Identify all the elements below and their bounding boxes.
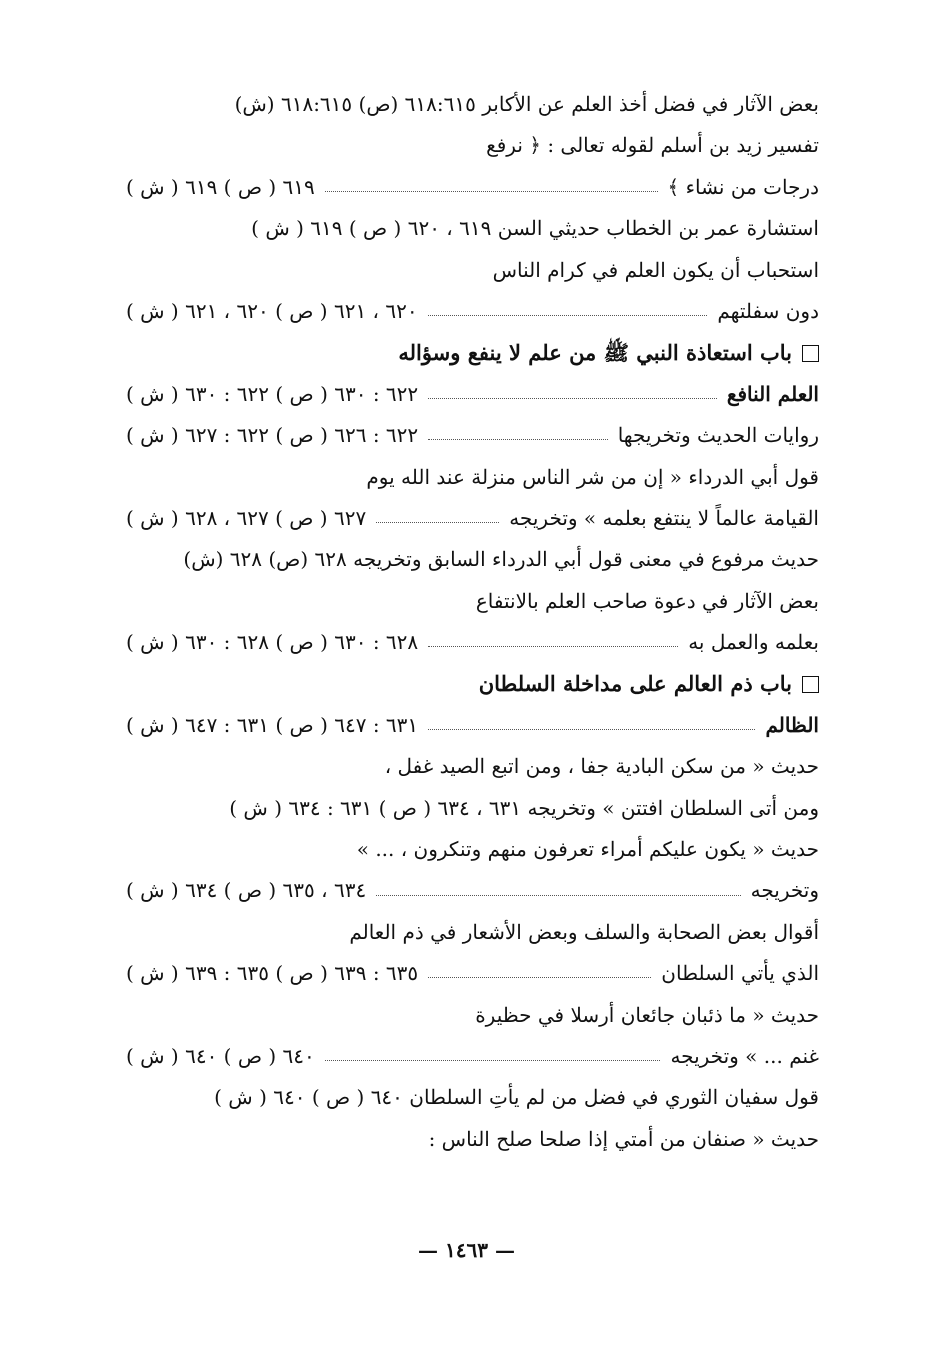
section-heading-text: باب استعاذة النبي ﷺ من علم لا ينفع وسؤاله	[398, 340, 792, 366]
dotted-leader	[428, 439, 608, 440]
dotted-leader	[325, 1060, 661, 1061]
index-entry	[126, 746, 819, 787]
dotted-leader	[325, 191, 658, 192]
index-entry	[126, 374, 819, 415]
entry-text: حديث « من سكن البادية جفا ، ومن اتبع الصيد غفل ،	[384, 754, 819, 779]
entry-text: أقوال بعض الصحابة والسلف وبعض الأشعار في ذم العالم	[349, 919, 819, 944]
index-entry	[126, 208, 819, 249]
index-entry	[126, 498, 819, 539]
entry-text: القيامة عالماً لا ينتفع بعلمه » وتخريجه	[509, 505, 819, 530]
index-entry	[126, 912, 819, 953]
index-entry	[126, 84, 819, 125]
entry-text: حديث مرفوع في معنى قول أبي الدرداء السابق وتخريجه ٦٢٨ (ص) ٦٢٨ (ش)	[183, 547, 819, 572]
entry-text: الظالم	[765, 712, 819, 737]
page-reference: ٦٣١ : ٦٤٧ ( ص ) ٦٣١ : ٦٤٧ ( ش )	[126, 712, 419, 737]
entry-text: حديث « صنفان من أمتي إذا صلحا صلح الناس :	[428, 1126, 819, 1151]
index-entry	[126, 581, 819, 622]
index-entry	[126, 125, 819, 166]
dotted-leader	[428, 315, 708, 316]
index-entry	[126, 953, 819, 994]
entry-text: ومن أتى السلطان افتتن » وتخريجه ٦٣١ ، ٦٣٤ ( ص ) ٦٣١ : ٦٣٤ ( ش )	[229, 795, 819, 820]
page-number: — ١٤٦٣ —	[418, 1238, 515, 1262]
entry-text: غنم ... » وتخريجه	[670, 1043, 819, 1068]
entry-text: حديث « يكون عليكم أمراء تعرفون منهم وتنكرون ، ... »	[356, 837, 819, 862]
entry-text: درجات من نشاء ﴾	[667, 174, 819, 199]
dotted-leader	[376, 522, 499, 523]
entry-text: وتخريجه	[750, 878, 819, 903]
entry-text: استحباب أن يكون العلم في كرام الناس	[492, 257, 819, 282]
page-reference: ٦٤٠ ( ص ) ٦٤٠ ( ش )	[126, 1043, 315, 1068]
entry-text: العلم النافع	[726, 381, 819, 406]
index-entry	[126, 291, 819, 332]
page-reference: ٦٢٠ ، ٦٢١ ( ص ) ٦٢٠ ، ٦٢١ ( ش )	[126, 298, 418, 323]
page-reference: ٦١٩ ( ص ) ٦١٩ ( ش )	[126, 174, 315, 199]
entry-text: الذي يأتي السلطان	[661, 961, 819, 986]
entry-text: بعض الآثار في دعوة صاحب العلم بالانتفاع	[475, 588, 819, 613]
dotted-leader	[428, 398, 717, 399]
index-entries	[126, 84, 819, 1160]
checkbox-square-icon	[802, 676, 819, 693]
index-entry	[126, 870, 819, 911]
page-reference: ٦٢٢ : ٦٢٦ ( ص ) ٦٢٢ : ٦٢٧ ( ش )	[126, 423, 419, 448]
index-entry	[126, 539, 819, 580]
index-entry	[126, 788, 819, 829]
entry-text: قول أبي الدرداء « إن من شر الناس منزلة عند الله يوم	[366, 464, 819, 489]
index-entry	[126, 622, 819, 663]
entry-text: دون سفلتهم	[717, 298, 819, 323]
entry-text: استشارة عمر بن الخطاب حديثي السن ٦١٩ ، ٦٢٠ ( ص ) ٦١٩ ( ش )	[251, 216, 819, 241]
entry-text: قول سفيان الثوري في فضل من لم يأتِ السلطان ٦٤٠ ( ص ) ٦٤٠ ( ش )	[214, 1085, 819, 1110]
section-heading-text: باب ذم العالم على مداخلة السلطان	[478, 671, 792, 697]
index-entry	[126, 1036, 819, 1077]
section-heading	[126, 332, 819, 373]
dotted-leader	[428, 977, 651, 978]
index-entry	[126, 415, 819, 456]
entry-text: تفسير زيد بن أسلم لقوله تعالى : ﴿ نرفع	[486, 133, 819, 158]
index-entry	[126, 1077, 819, 1118]
checkbox-square-icon	[802, 345, 819, 362]
page-reference: ٦٣٤ ، ٦٣٥ ( ص ) ٦٣٤ ( ش )	[126, 878, 367, 903]
index-entry	[126, 167, 819, 208]
dotted-leader	[376, 895, 740, 896]
dotted-leader	[428, 646, 678, 647]
index-entry	[126, 457, 819, 498]
page-reference: ٦٢٧ ( ص ) ٦٢٧ ، ٦٢٨ ( ش )	[126, 505, 367, 530]
entry-text: بعلمه والعمل به	[688, 630, 819, 655]
page-reference: ٦٣٥ : ٦٣٩ ( ص ) ٦٣٥ : ٦٣٩ ( ش )	[126, 961, 419, 986]
entry-text: روايات الحديث وتخريجها	[617, 423, 819, 448]
entry-text: بعض الآثار في فضل أخذ العلم عن الأكابر ٦١٨:٦١٥ (ص) ٦١٨:٦١٥ (ش)	[234, 92, 819, 116]
index-entry	[126, 250, 819, 291]
entry-text: حديث « ما ذئبان جائعان أرسلا في حظيرة	[475, 1002, 819, 1027]
page-reference: ٦٢٨ : ٦٣٠ ( ص ) ٦٢٨ : ٦٣٠ ( ش )	[126, 630, 419, 655]
dotted-leader	[428, 729, 755, 730]
index-entry	[126, 705, 819, 746]
index-entry	[126, 1119, 819, 1160]
index-entry	[126, 995, 819, 1036]
section-heading	[126, 663, 819, 704]
index-entry	[126, 829, 819, 870]
page-reference: ٦٢٢ : ٦٣٠ ( ص ) ٦٢٢ : ٦٣٠ ( ش )	[126, 381, 419, 406]
